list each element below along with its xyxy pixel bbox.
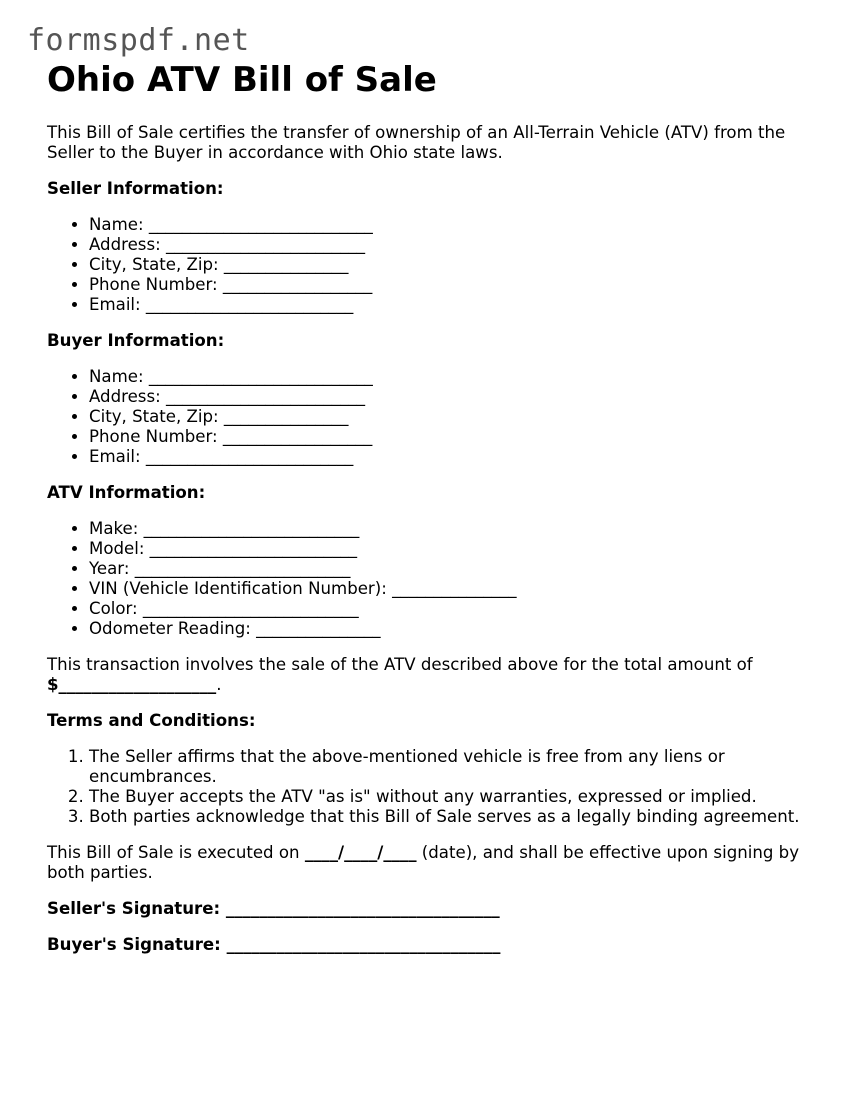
- execution-before: This Bill of Sale is executed on: [47, 843, 300, 862]
- page-title: Ohio ATV Bill of Sale: [47, 60, 437, 100]
- document-body: [47, 60, 827, 955]
- atv-make-field: • Make: __________________________: [89, 519, 827, 539]
- atv-vin-field: • VIN (Vehicle Identification Number): _______________: [89, 579, 827, 599]
- atv-color-field: • Color: __________________________: [89, 599, 827, 619]
- execution-date-field: ____/____/____: [304, 843, 417, 862]
- seller-signature-line: Seller's Signature: _________________________________: [47, 899, 500, 918]
- terms-item: 2. The Buyer accepts the ATV "as is" without any warranties, expressed or implied.: [89, 787, 827, 807]
- buyer-name-field: • Name: ___________________________: [89, 367, 827, 387]
- atv-model-field: • Model: _________________________: [89, 539, 827, 559]
- seller-email-field: • Email: _________________________: [89, 295, 827, 315]
- transaction-amount-field: $___________________: [47, 675, 217, 694]
- buyer-city-state-zip-field: • City, State, Zip: _______________: [89, 407, 827, 427]
- buyer-signature-line: Buyer's Signature: _________________________________: [47, 935, 501, 954]
- atv-year-field: • Year: __________________________: [89, 559, 827, 579]
- atv-fields-list: [47, 519, 827, 639]
- execution-paragraph: [47, 843, 827, 883]
- buyer-heading: Buyer Information:: [47, 331, 225, 350]
- seller-address-field: • Address: ________________________: [89, 235, 827, 255]
- watermark: formspdf.net: [27, 23, 250, 58]
- buyer-fields-list: [47, 367, 827, 467]
- terms-list: [47, 747, 827, 827]
- transaction-text: This transaction involves the sale of the ATV described above for the total amount of: [47, 655, 753, 674]
- atv-heading: ATV Information:: [47, 483, 206, 502]
- buyer-phone-field: • Phone Number: __________________: [89, 427, 827, 447]
- execution-after: (date), and shall be effective upon signing by both parties.: [47, 843, 800, 882]
- atv-odometer-field: • Odometer Reading: _______________: [89, 619, 827, 639]
- buyer-email-field: • Email: _________________________: [89, 447, 827, 467]
- seller-heading: Seller Information:: [47, 179, 224, 198]
- buyer-address-field: • Address: ________________________: [89, 387, 827, 407]
- seller-fields-list: [47, 215, 827, 315]
- terms-item: 3. Both parties acknowledge that this Bill of Sale serves as a legally binding agreement.: [89, 807, 827, 827]
- terms-heading: Terms and Conditions:: [47, 711, 256, 730]
- seller-phone-field: • Phone Number: __________________: [89, 275, 827, 295]
- transaction-paragraph: [47, 655, 827, 695]
- seller-name-field: • Name: ___________________________: [89, 215, 827, 235]
- intro-paragraph: This Bill of Sale certifies the transfer of ownership of an All-Terrain Vehicle (ATV) from the Seller to the Buyer in accordance with Ohio state laws.: [47, 123, 786, 162]
- seller-city-state-zip-field: • City, State, Zip: _______________: [89, 255, 827, 275]
- terms-item: 1. The Seller affirms that the above-mentioned vehicle is free from any liens or encumbrances.: [89, 747, 827, 787]
- transaction-end: .: [216, 675, 222, 694]
